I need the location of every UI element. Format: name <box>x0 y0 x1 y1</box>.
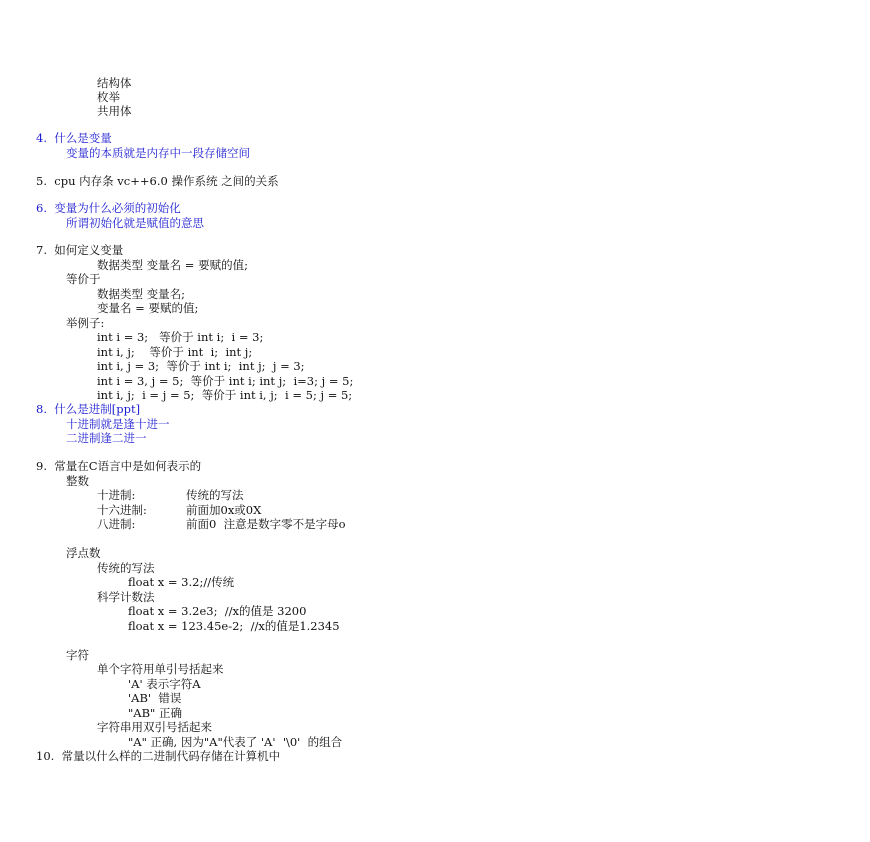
text-line: 整数 <box>66 474 89 488</box>
text-line: 字符串用双引号括起来 <box>97 720 212 734</box>
text-line: 等价于 <box>66 272 101 286</box>
text-line: 数据类型 变量名 = 要赋的值; <box>97 258 248 272</box>
text-line: 举例子: <box>66 316 105 330</box>
code-line: int i = 3, j = 5; 等价于 int i; int j; i=3; j = 5; <box>97 374 354 388</box>
section-heading: 8. 什么是进制[ppt] <box>36 402 141 416</box>
section-heading: 5. cpu 内存条 vc++6.0 操作系统 之间的关系 <box>36 174 279 188</box>
section-heading: 9. 常量在C语言中是如何表示的 <box>36 459 202 473</box>
code-line: float x = 3.2e3; //x的值是 3200 <box>128 604 307 618</box>
text-line: 结构体 <box>97 76 132 90</box>
text-line: 传统的写法 <box>97 561 155 575</box>
text-line: 变量名 = 要赋的值; <box>97 301 199 315</box>
text-line: 字符 <box>66 648 89 662</box>
code-line: int i, j = 3; 等价于 int i; int j; j = 3; <box>97 359 305 373</box>
text-line: 传统的写法 <box>186 488 244 502</box>
text-line: 前面0 注意是数字零不是字母o <box>186 517 346 531</box>
code-line: int i, j; 等价于 int i; int j; <box>97 345 253 359</box>
section-heading: 7. 如何定义变量 <box>36 243 124 257</box>
code-line: float x = 123.45e-2; //x的值是1.2345 <box>128 619 340 633</box>
code-line: 'A' 表示字符A <box>128 677 201 691</box>
text-line: 变量的本质就是内存中一段存储空间 <box>66 146 250 160</box>
code-line: int i, j; i = j = 5; 等价于 int i, j; i = 5; j = 5; <box>97 388 353 402</box>
code-line: float x = 3.2;//传统 <box>128 575 235 589</box>
text-line: 十进制: <box>97 488 136 502</box>
text-line: 浮点数 <box>66 546 101 560</box>
text-line: 共用体 <box>97 104 132 118</box>
text-line: 数据类型 变量名; <box>97 287 186 301</box>
section-heading: 6. 变量为什么必须的初始化 <box>36 201 181 215</box>
section-heading: 4. 什么是变量 <box>36 131 112 145</box>
text-line: 前面加0x或0X <box>186 503 262 517</box>
code-line: "A" 正确, 因为"A"代表了 'A' '\0' 的组合 <box>128 735 343 749</box>
text-line: 所谓初始化就是赋值的意思 <box>66 216 204 230</box>
text-line: 八进制: <box>97 517 136 531</box>
code-line: int i = 3; 等价于 int i; i = 3; <box>97 330 264 344</box>
text-line: 二进制逢二进一 <box>66 431 147 445</box>
code-line: "AB" 正确 <box>128 706 182 720</box>
text-line: 十进制就是逢十进一 <box>66 417 170 431</box>
text-line: 枚举 <box>97 90 120 104</box>
code-line: 'AB' 错误 <box>128 691 182 705</box>
section-heading: 10. 常量以什么样的二进制代码存储在计算机中 <box>36 749 281 763</box>
text-line: 十六进制: <box>97 503 147 517</box>
text-line: 科学计数法 <box>97 590 155 604</box>
text-line: 单个字符用单引号括起来 <box>97 662 224 676</box>
